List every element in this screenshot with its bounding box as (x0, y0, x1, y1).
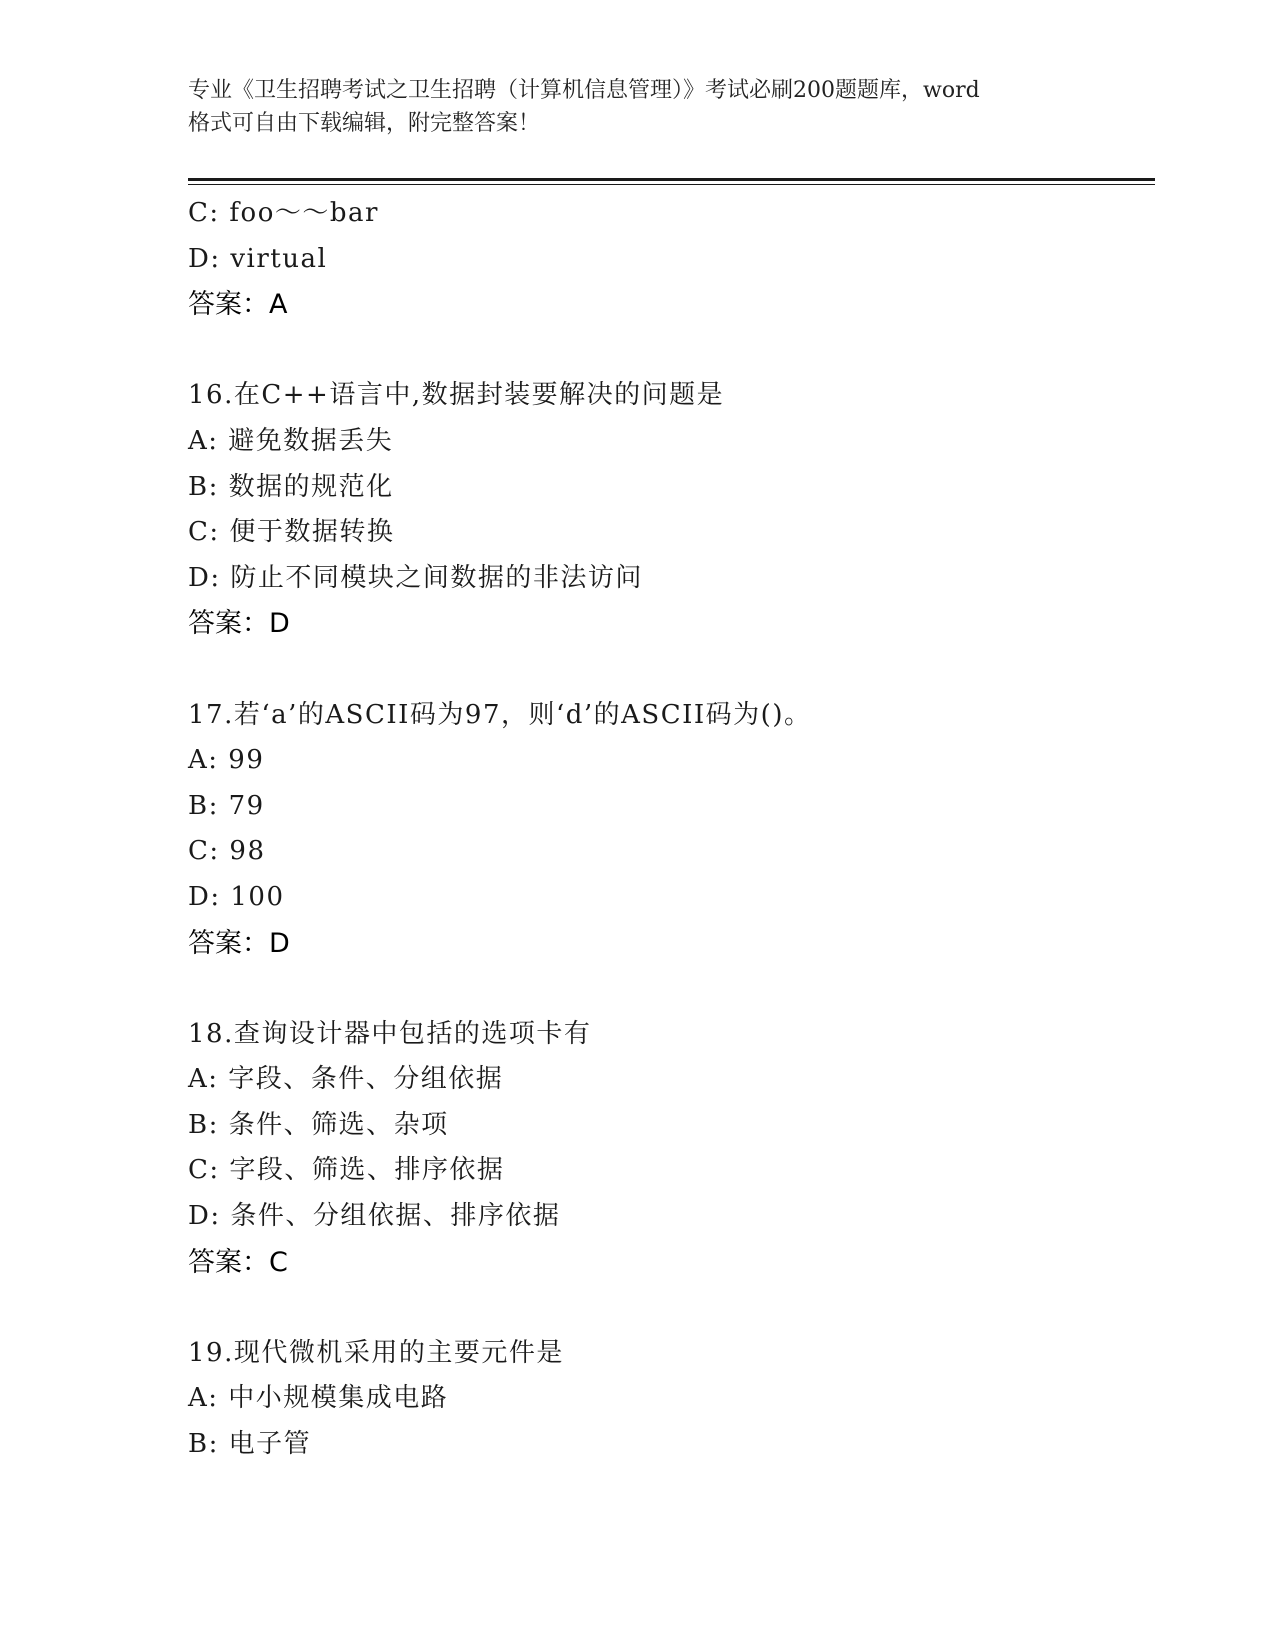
spacer (188, 328, 1148, 374)
option-c: C: 98 (188, 836, 266, 867)
spacer (188, 966, 1148, 1012)
answer-line: 答案：A (188, 289, 288, 321)
option-d: D: virtual (188, 243, 328, 274)
question-19 (188, 1331, 1148, 1468)
question-text: 18.查询设计器中包括的选项卡有 (188, 1018, 592, 1049)
option-b: B: 电子管 (188, 1429, 312, 1460)
question-text: 16.在C++语言中,数据封装要解决的问题是 (188, 380, 725, 411)
question-list (188, 191, 1148, 1468)
option-a: A: 字段、条件、分组依据 (188, 1064, 504, 1095)
header-line-1: 专业《卫生招聘考试之卫生招聘（计算机信息管理）》考试必刷200题题库，word (188, 78, 980, 103)
spacer (188, 647, 1148, 693)
answer-line: 答案：D (188, 608, 290, 640)
spacer (188, 1285, 1148, 1331)
option-c: C: 字段、筛选、排序依据 (188, 1155, 505, 1186)
question-17 (188, 693, 1148, 967)
option-d: D: 防止不同模块之间数据的非法访问 (188, 562, 643, 593)
option-b: B: 79 (188, 790, 265, 821)
option-b: B: 条件、筛选、杂项 (188, 1109, 449, 1140)
question-15-tail (188, 191, 1148, 328)
option-a: A: 99 (188, 745, 265, 776)
question-18 (188, 1012, 1148, 1286)
option-d: D: 条件、分组依据、排序依据 (188, 1201, 561, 1232)
document-header (188, 74, 1088, 140)
answer-line: 答案：D (188, 927, 290, 959)
option-c: C: foo～～bar (188, 198, 379, 228)
question-16 (188, 373, 1148, 647)
option-a: A: 中小规模集成电路 (188, 1383, 449, 1414)
header-divider-thick (188, 178, 1155, 181)
header-divider-thin (188, 184, 1155, 185)
option-b: B: 数据的规范化 (188, 471, 394, 502)
option-c: C: 便于数据转换 (188, 517, 395, 548)
question-text: 19.现代微机采用的主要元件是 (188, 1337, 564, 1368)
header-line-2: 格式可自由下载编辑，附完整答案！ (188, 111, 541, 136)
option-d: D: 100 (188, 881, 285, 912)
answer-line: 答案：C (188, 1246, 288, 1278)
question-text: 17.若‘a’的ASCII码为97，则‘d’的ASCII码为()。 (188, 699, 812, 730)
option-a: A: 避免数据丢失 (188, 425, 394, 456)
